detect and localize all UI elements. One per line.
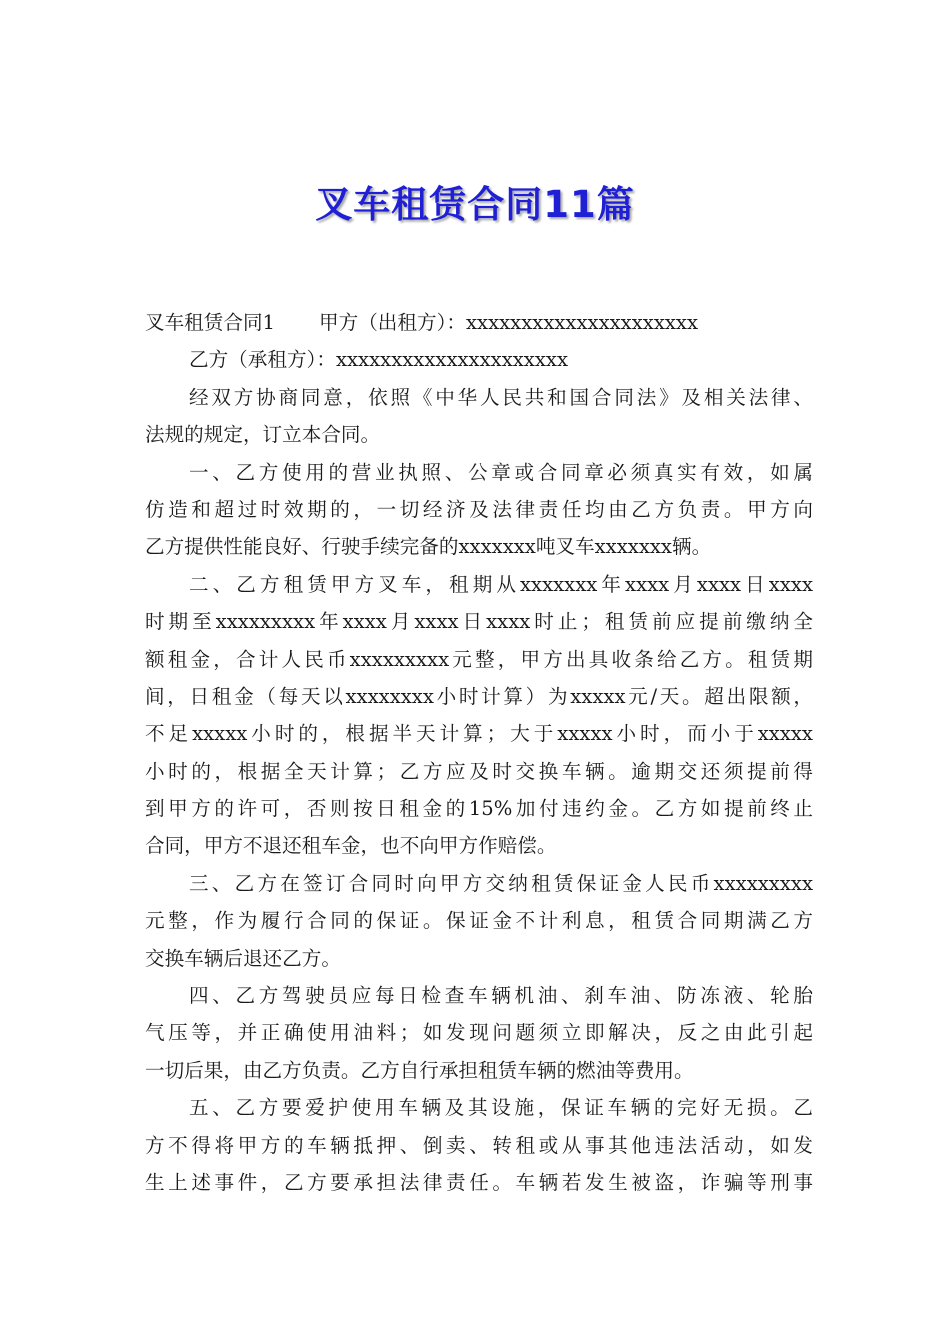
text-line: 合同，甲方不退还租车金，也不向甲方作赔偿。 xyxy=(145,834,557,858)
clause-1-line: 一、乙方使用的营业执照、公章或合同章必须真实有效，如属 xyxy=(189,460,813,484)
text-line: 气压等，并正确使用油料；如发现问题须立即解决，反之由此引起 xyxy=(145,1021,813,1045)
section-heading: 叉车租赁合同1 xyxy=(145,311,276,334)
text-line: 生上述事件，乙方要承担法律责任。车辆若发生被盗，诈骗等刑事 xyxy=(145,1170,813,1194)
text-line: 乙方提供性能良好、行驶手续完备的xxxxxxx吨叉车xxxxxxx辆。 xyxy=(145,535,712,559)
text-line xyxy=(145,304,813,341)
text-line: 到甲方的许可，否则按日租金的15%加付违约金。乙方如提前终止 xyxy=(145,797,813,821)
clause-5-line: 五、乙方要爱护使用车辆及其设施，保证车辆的完好无损。乙 xyxy=(189,1096,813,1120)
party-a-line: 甲方（出租方）：xxxxxxxxxxxxxxxxxxxxx xyxy=(319,311,699,334)
clause-3-line: 三、乙方在签订合同时向甲方交纳租赁保证金人民币xxxxxxxxx xyxy=(189,871,813,895)
document-title: 叉车租赁合同11篇 xyxy=(315,183,635,226)
party-b-line: 乙方（承租方）：xxxxxxxxxxxxxxxxxxxxx xyxy=(189,348,569,372)
text-line: 法规的规定，订立本合同。 xyxy=(145,423,381,447)
text-line: 时期至xxxxxxxxx年xxxx月xxxx日xxxx时止；租赁前应提前缴纳全 xyxy=(145,610,813,634)
text-line: 一切后果，由乙方负责。乙方自行承担租赁车辆的燃油等费用。 xyxy=(145,1058,694,1082)
text-line: 仿造和超过时效期的，一切经济及法律责任均由乙方负责。甲方向 xyxy=(145,497,813,521)
document-body xyxy=(145,304,813,1201)
text-line: 元整，作为履行合同的保证。保证金不计利息，租赁合同期满乙方 xyxy=(145,909,813,933)
clause-4-line: 四、乙方驾驶员应每日检查车辆机油、刹车油、防冻液、轮胎 xyxy=(189,984,813,1008)
clause-2-line: 二、乙方租赁甲方叉车，租期从xxxxxxx年xxxx月xxxx日xxxx xyxy=(189,572,813,596)
text-line: 方不得将甲方的车辆抵押、倒卖、转租或从事其他违法活动，如发 xyxy=(145,1133,813,1157)
text-line: 额租金，合计人民币xxxxxxxxx元整，甲方出具收条给乙方。租赁期 xyxy=(145,647,813,671)
text-line: 不足xxxxx小时的，根据半天计算；大于xxxxx小时，而小于xxxxx xyxy=(145,722,813,746)
text-line: 交换车辆后退还乙方。 xyxy=(145,946,341,970)
text-line: 小时的，根据全天计算；乙方应及时交换车辆。逾期交还须提前得 xyxy=(145,759,813,783)
text-line: 间，日租金（每天以xxxxxxxx小时计算）为xxxxx元/天。超出限额， xyxy=(145,684,813,708)
text-line: 经双方协商同意，依照《中华人民共和国合同法》及相关法律、 xyxy=(189,385,813,409)
